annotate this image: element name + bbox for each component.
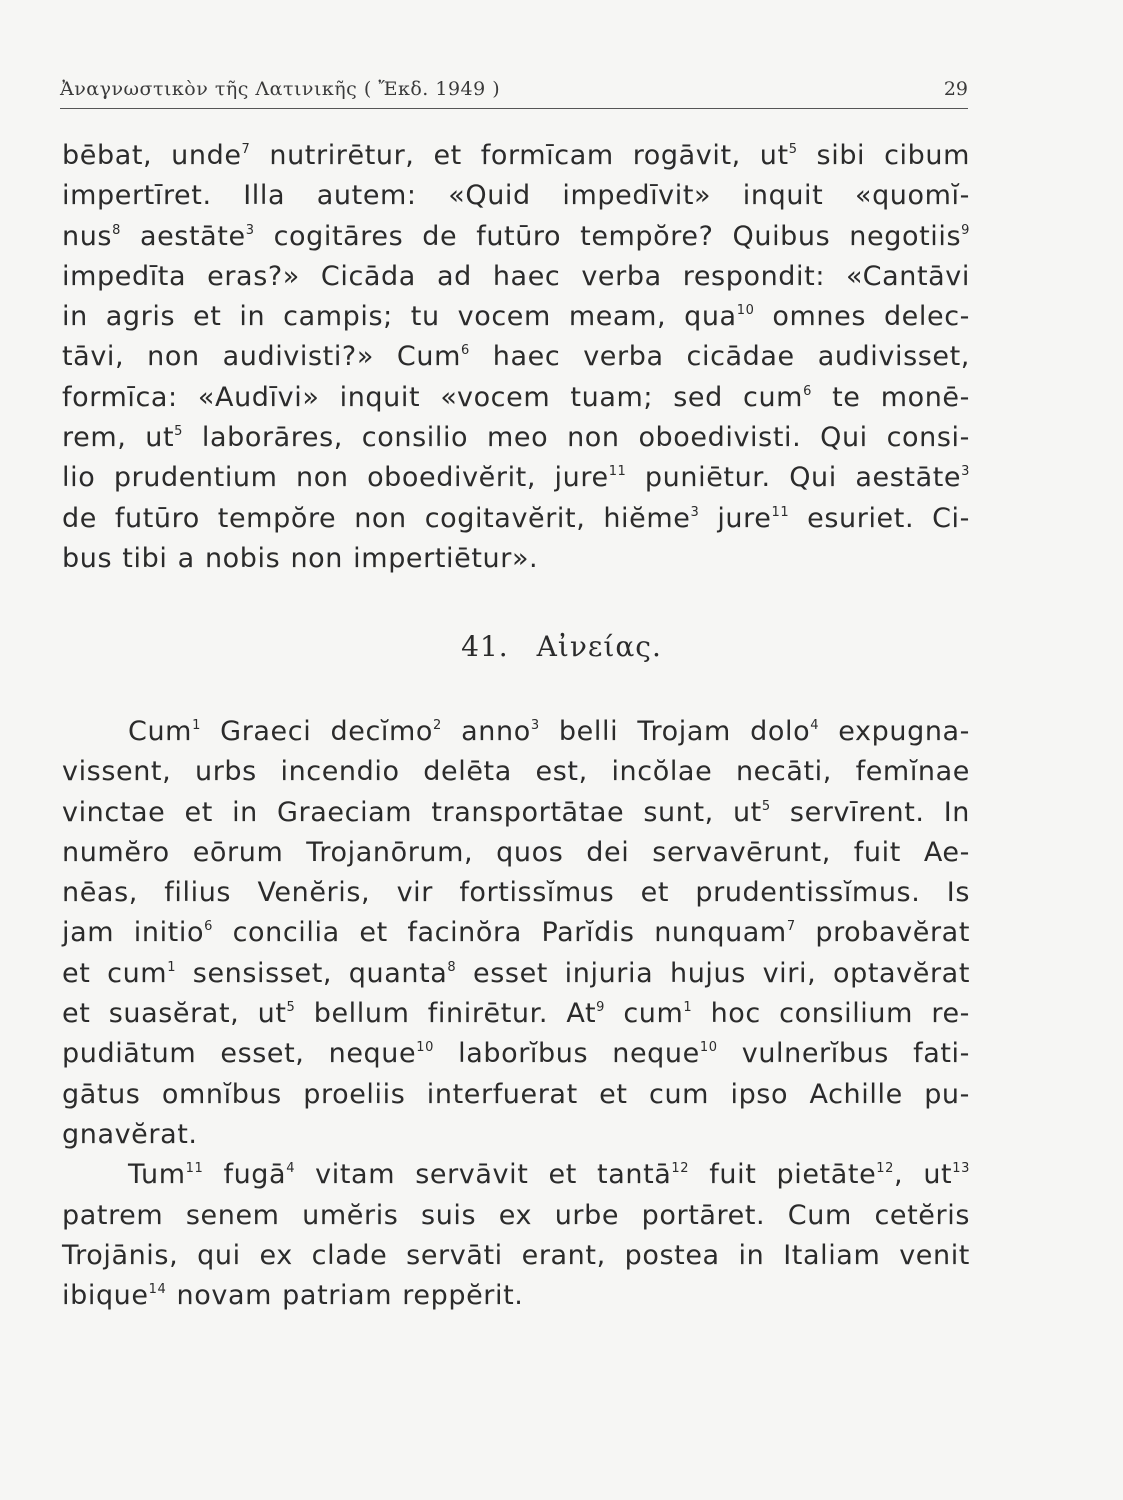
text-run: te monē-	[811, 381, 970, 413]
text-run: vitam servāvit et tantā	[295, 1159, 672, 1191]
text-run: nus	[62, 220, 113, 252]
footnote-marker: 10	[736, 303, 755, 319]
text-run: formīca: «Audīvi» inquit «vocem tuam; sed cum	[62, 381, 804, 413]
text-line	[62, 337, 970, 377]
text-run: servīrent. In	[770, 796, 970, 828]
text-line	[62, 378, 970, 418]
text-run: Trojānis, qui ex clade servāti erant, postea in Italiam venit	[62, 1239, 970, 1271]
text-run: nutrirētur, et formīcam rogāvit, ut	[250, 140, 789, 171]
text-line	[62, 752, 970, 792]
text-run: numĕro eōrum Trojanōrum, quos dei servavērunt, fuit Ae-	[62, 836, 970, 868]
text-run: ibique	[62, 1280, 149, 1312]
footnote-marker: 6	[803, 383, 812, 399]
text-run: hoc consilium re-	[692, 998, 970, 1030]
text-line	[62, 712, 970, 752]
footnote-marker: 9	[596, 1000, 606, 1016]
footnote-marker: 5	[174, 424, 184, 440]
footnote-marker: 6	[460, 343, 470, 359]
text-line	[62, 954, 970, 994]
text-run: fuit pietāte	[689, 1159, 877, 1191]
text-run: puniētur. Qui aestāte	[626, 462, 962, 494]
text-line	[62, 418, 970, 458]
text-run: impedīta eras?» Cicāda ad haec verba respondit: «Cantāvi	[62, 260, 970, 292]
section-heading	[0, 630, 1123, 663]
text-run: laborĭbus neque	[433, 1038, 700, 1070]
text-run: concilia et facinŏra Parĭdis nunquam	[212, 917, 787, 949]
footnote-marker: 5	[761, 798, 771, 814]
paragraph-aeneas	[62, 712, 970, 1316]
text-line	[62, 499, 970, 539]
text-line	[62, 833, 970, 873]
text-run: gnavĕrat.	[62, 1118, 198, 1150]
text-run: rem, ut	[62, 422, 175, 454]
section-number: 41.	[461, 630, 509, 663]
footnote-marker: 8	[447, 959, 457, 975]
text-run: Cum	[128, 716, 193, 747]
footnote-marker: 7	[241, 142, 251, 157]
text-run: cogitāres de futūro tempŏre? Quibus negotiis	[254, 220, 962, 252]
footnote-marker: 11	[185, 1161, 204, 1177]
footnote-marker: 12	[876, 1161, 895, 1177]
text-run: anno	[441, 716, 531, 747]
footnote-marker: 1	[683, 1000, 693, 1016]
footnote-marker: 4	[286, 1161, 296, 1177]
text-run: omnes delec-	[754, 301, 970, 333]
text-line	[62, 176, 970, 216]
text-line	[62, 257, 970, 297]
text-run: expugna-	[819, 716, 971, 747]
text-line	[62, 873, 970, 913]
text-line	[62, 1236, 970, 1276]
text-run: probavĕrat	[795, 917, 971, 949]
footnote-marker: 7	[786, 919, 796, 935]
text-run: patrem senem umĕris suis ex urbe portāret. Cum cetĕris	[62, 1199, 970, 1231]
text-run: fugā	[203, 1159, 287, 1191]
text-line	[62, 1196, 970, 1236]
text-run: et suasĕrat, ut	[62, 998, 287, 1030]
footnote-marker: 11	[771, 504, 790, 520]
text-run: lio prudentium non oboedivĕrit, jure	[62, 462, 609, 494]
text-run: , ut	[894, 1159, 953, 1191]
text-run: cum	[605, 998, 684, 1030]
text-run: sensisset, quanta	[176, 957, 448, 989]
footnote-marker: 11	[608, 464, 627, 480]
page-number: 29	[943, 78, 968, 100]
text-run: impertīret. Illa autem: «Quid impedīvit» inquit «quomĭ-	[62, 180, 970, 212]
footnote-marker: 3	[530, 718, 540, 733]
footnote-marker: 13	[952, 1161, 970, 1177]
text-run: bellum finirētur. At	[295, 998, 597, 1030]
text-run: vissent, urbs incendio delēta est, incŏlae necāti, femĭnae	[62, 756, 970, 788]
text-run: jam initio	[62, 917, 205, 949]
footnote-marker: 10	[416, 1040, 434, 1056]
footnote-marker: 3	[961, 464, 970, 480]
text-line	[62, 217, 970, 257]
text-run: jure	[699, 502, 772, 534]
footnote-marker: 5	[788, 142, 798, 157]
footnote-marker: 8	[112, 222, 121, 238]
text-run: novam patriam reppĕrit.	[166, 1280, 524, 1312]
footnote-marker: 2	[433, 718, 442, 733]
footnote-marker: 1	[192, 718, 201, 733]
footnote-marker: 14	[148, 1282, 167, 1298]
text-run: pudiātum esset, neque	[62, 1038, 417, 1070]
text-line	[62, 913, 970, 953]
text-run: belli Trojam dolo	[539, 716, 811, 747]
footnote-marker: 3	[245, 222, 255, 238]
running-head	[60, 78, 968, 109]
text-line	[62, 1155, 970, 1195]
text-run: laborāres, consilio meo non oboedivisti. Qui consi-	[183, 422, 971, 454]
footnote-marker: 5	[286, 1000, 296, 1016]
text-run: et cum	[62, 957, 168, 989]
text-line	[62, 458, 970, 498]
text-line	[62, 994, 970, 1034]
footnote-marker: 4	[810, 718, 820, 733]
text-run: bēbat, unde	[62, 140, 242, 171]
text-line	[62, 1034, 970, 1074]
text-line	[62, 793, 970, 833]
text-line	[62, 297, 970, 337]
text-run: aestāte	[120, 220, 246, 252]
paragraph-continuation	[62, 136, 970, 579]
text-run: gātus omnĭbus proeliis interfuerat et cum ipso Achille pu-	[62, 1078, 970, 1110]
text-line	[62, 1115, 970, 1155]
text-run: esuriet. Ci-	[789, 502, 970, 534]
footnote-marker: 6	[204, 919, 213, 935]
text-run: esset injuria hujus viri, optavĕrat	[456, 957, 971, 989]
text-run: bus tibi a nobis non impertiētur».	[62, 542, 539, 574]
text-run: nēas, filius Venĕris, vir fortissĭmus et prudentissĭmus. Is	[62, 877, 970, 909]
section-title: Αἰνείας.	[536, 630, 662, 663]
text-run: de futūro tempŏre non cogitavĕrit, hiĕme	[62, 502, 691, 534]
text-line	[62, 136, 970, 176]
text-run: vulnerĭbus fati-	[717, 1038, 970, 1070]
footnote-marker: 3	[690, 504, 700, 520]
text-run: sibi cibum	[797, 140, 971, 171]
text-line	[62, 1075, 970, 1115]
footnote-marker: 12	[671, 1161, 690, 1177]
text-run: in agris et in campis; tu vocem meam, qua	[62, 301, 737, 333]
text-line	[62, 1276, 970, 1316]
running-head-title: Ἀναγνωστικὸν τῆς Λατινικῆς ( Ἔκδ. 1949 )	[60, 78, 501, 100]
footnote-marker: 1	[167, 959, 177, 975]
text-run: tāvi, non audivisti?» Cum	[62, 341, 461, 373]
text-run: vinctae et in Graeciam transportātae sunt, ut	[62, 796, 762, 828]
text-run: Tum	[128, 1159, 186, 1191]
text-line	[62, 539, 970, 579]
text-run: haec verba cicādae audivisset,	[469, 341, 970, 373]
text-run: Graeci decĭmo	[200, 716, 434, 747]
footnote-marker: 9	[961, 222, 970, 238]
footnote-marker: 10	[699, 1040, 718, 1056]
